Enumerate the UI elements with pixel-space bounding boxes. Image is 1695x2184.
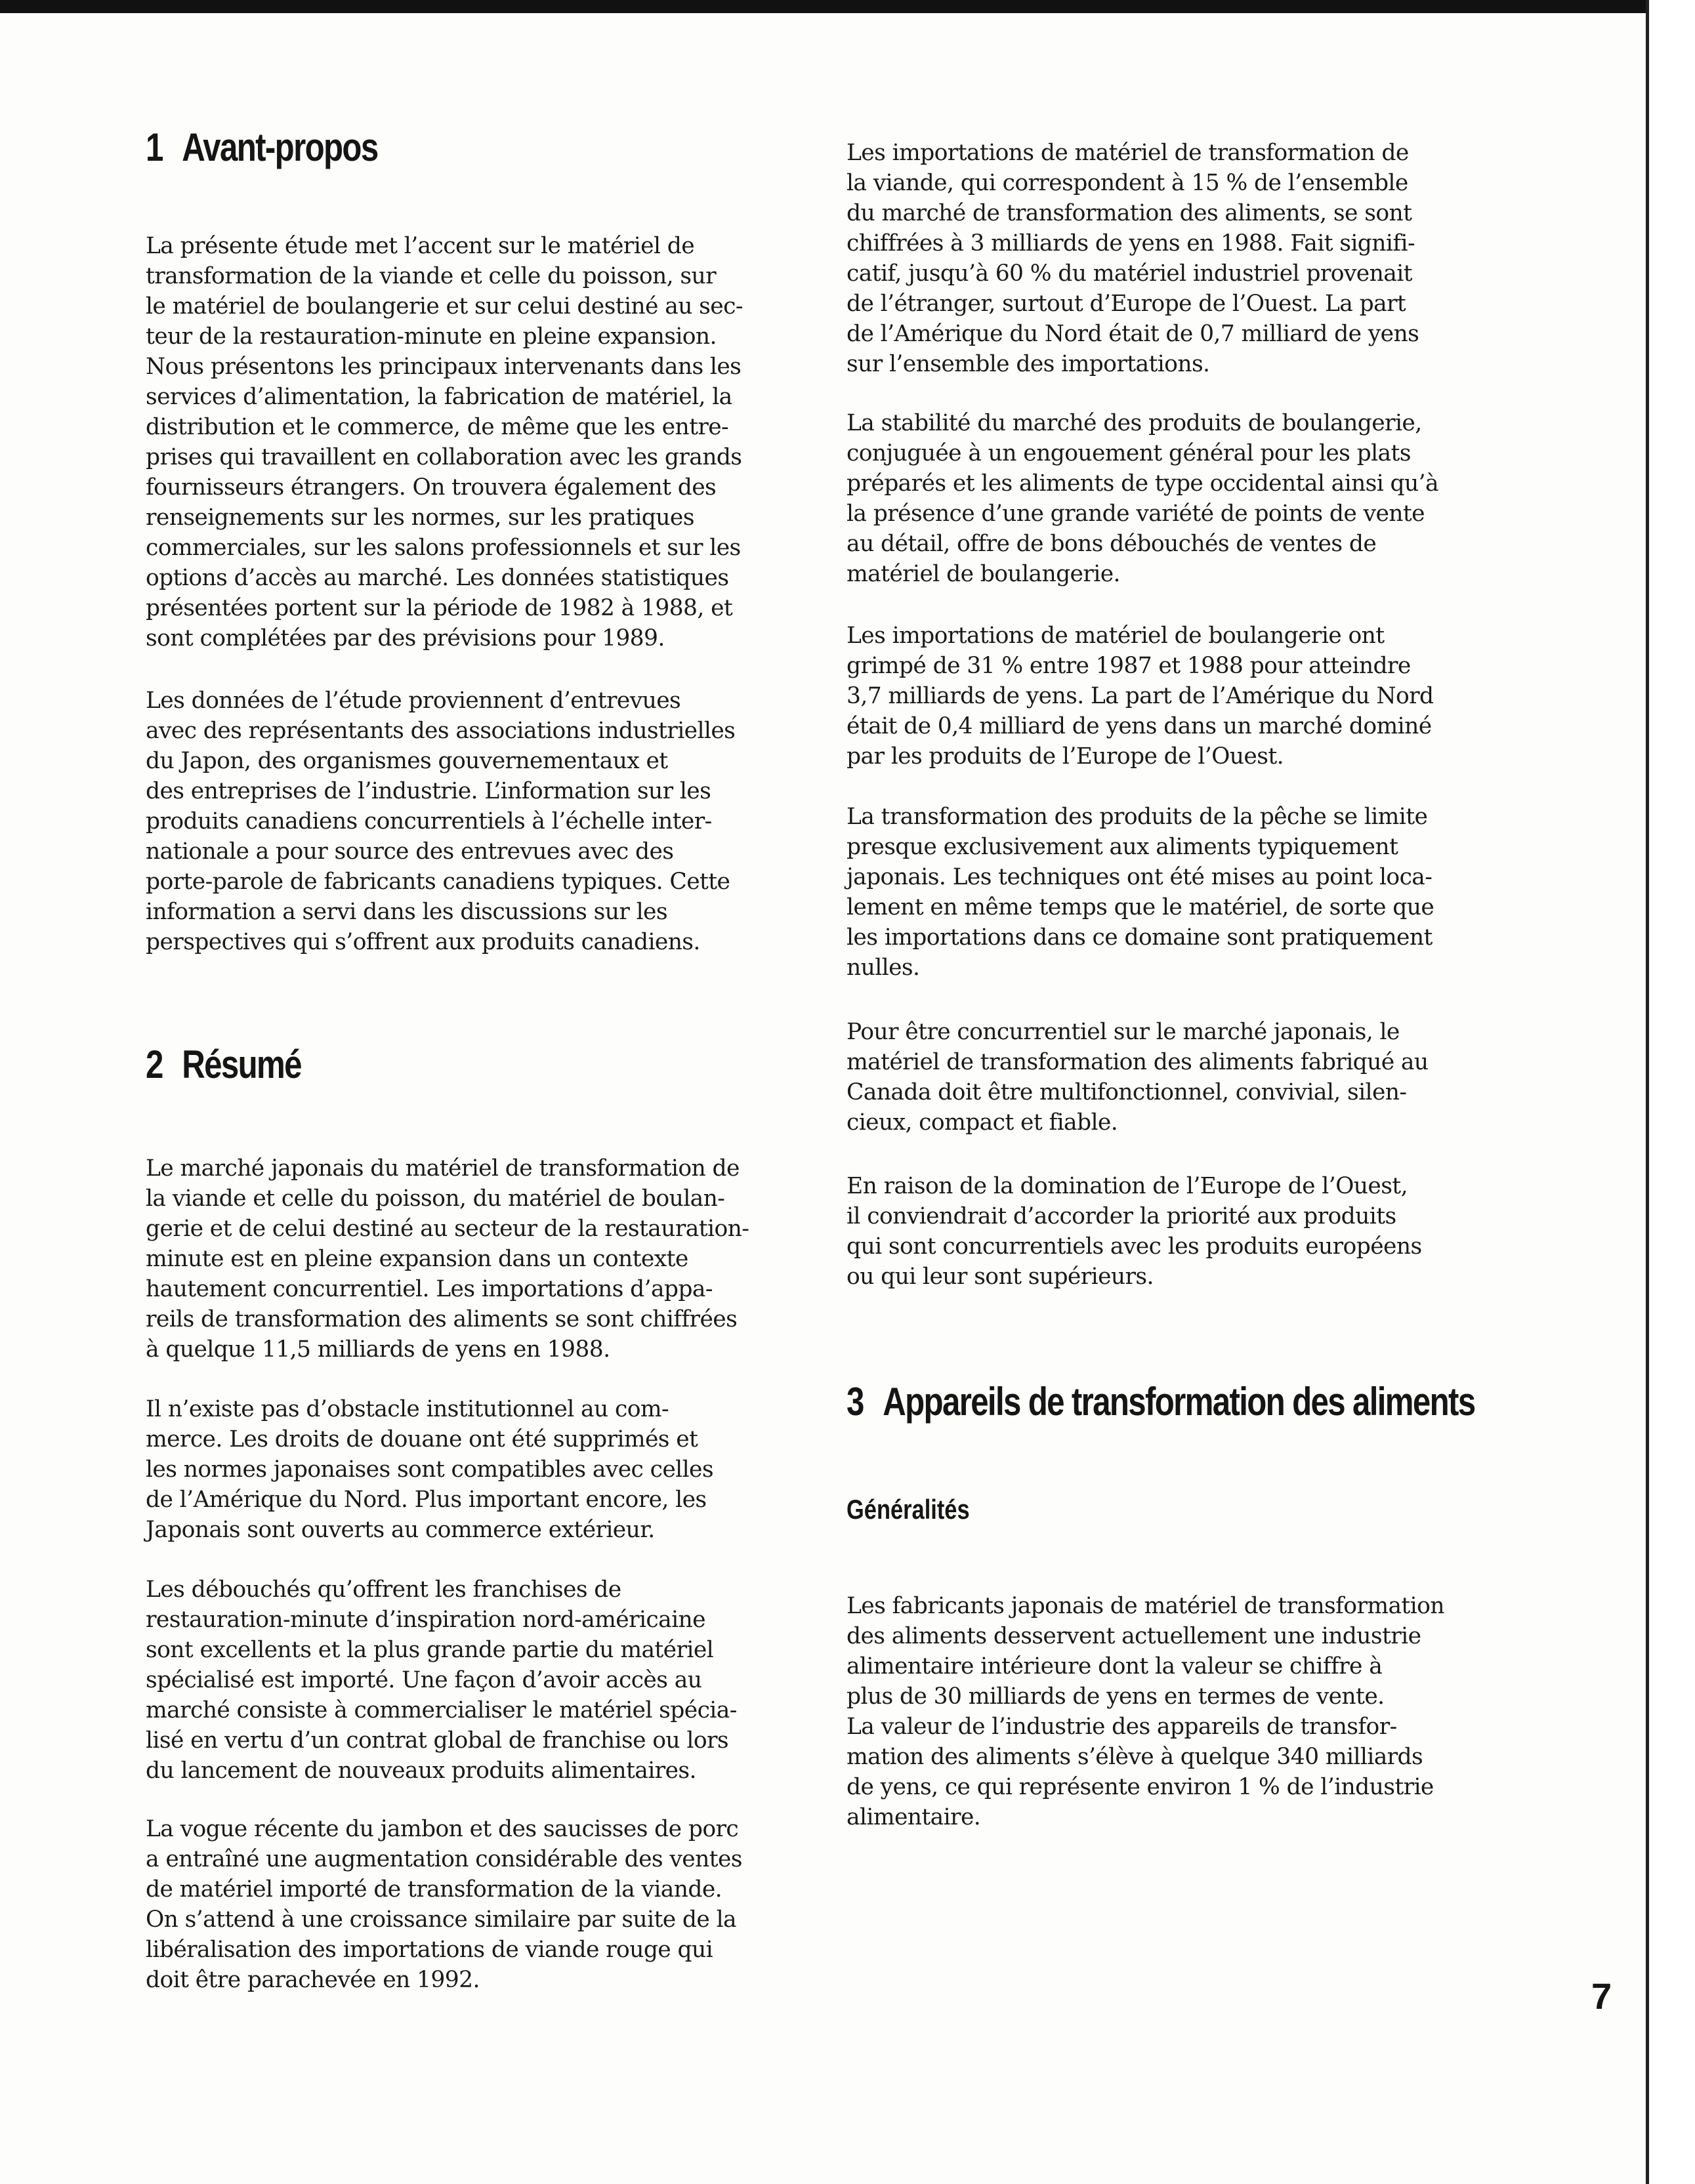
section-2-heading <box>146 1042 301 1087</box>
scan-right-edge <box>1646 0 1695 2184</box>
paragraph: La présente étude met l’accent sur le matériel de transformation de la viande et celle du poisson, sur le matériel de boulangerie et sur celui destiné au sec- teur de la restauration-minute en pleine expansion. Nous présentons les principaux intervenants dans les services d’alimentation, la fabrication de matériel, la distribution et le commerce, de même que les entre- prises qui travaillent en collaboration avec les grands fournisseurs étrangers. On trouvera également des renseignements sur les normes, sur les pratiques commerciales, sur les salons professionnels et sur les options d’accès au marché. Les données statistiques présentées portent sur la période de 1982 à 1988, et sont complétées par des prévisions pour 1989. <box>146 233 743 651</box>
paragraph: La vogue récente du jambon et des saucisses de porc a entraîné une augmentation considérable des ventes de matériel importé de transformation de la viande. On s’attend à une croissance similaire par suite de la libéralisation des importations de viande rouge qui doit être parachevée en 1992. <box>146 1816 742 1993</box>
paragraph: Il n’existe pas d’obstacle institutionnel au com- merce. Les droits de douane ont été supprimés et les normes japonaises sont compatibles avec celles de l’Amérique du Nord. Plus important encore, les Japonais sont ouverts au commerce extérieur. <box>146 1396 713 1543</box>
paragraph: Les données de l’étude proviennent d’entrevues avec des représentants des associations industrielles du Japon, des organismes gouvernementaux et des entreprises de l’industrie. L’information sur les produits canadiens concurrentiels à l’échelle inter- nationale a pour source des entrevues avec des porte-parole de fabricants canadiens typiques. Cette information a servi dans les discussions sur les perspectives qui s’offrent aux produits canadiens. <box>146 688 736 955</box>
section-1-heading <box>146 125 378 170</box>
scan-top-border <box>0 0 1695 13</box>
paragraph: La transformation des produits de la pêche se limite presque exclusivement aux aliments typiquement japonais. Les techniques ont été mises au point loca- lement en même temps que le matériel, de sorte que les importations dans ce domaine sont pratiquement nulles. <box>847 804 1434 981</box>
section-number: 3 <box>847 1380 864 1424</box>
paragraph: Les importations de matériel de boulangerie ont grimpé de 31 % entre 1987 et 1988 pour atteindre 3,7 milliards de yens. La part de l’Amérique du Nord était de 0,4 milliard de yens dans un marché dominé par les produits de l’Europe de l’Ouest. <box>847 623 1434 770</box>
paragraph: Les fabricants japonais de matériel de transformation des aliments desservent actuellement une industrie alimentaire intérieure dont la valeur se chiffre à plus de 30 milliards de yens en termes de vente. La valeur de l’industrie des appareils de transfor- mation des aliments s’élève à quelque 340 milliards de yens, ce qui représente environ 1 % de l’industrie alimentaire. <box>847 1593 1444 1830</box>
section-title: Appareils de transformation des aliments <box>883 1380 1475 1424</box>
paragraph: Pour être concurrentiel sur le marché japonais, le matériel de transformation des aliments fabriqué au Canada doit être multifonctionnel, convivial, silen- cieux, compact et fiable. <box>847 1019 1429 1136</box>
section-number: 1 <box>146 125 163 169</box>
paragraph: Les débouchés qu’offrent les franchises de restauration-minute d’inspiration nord-américaine sont excellents et la plus grande partie du matériel spécialisé est importé. Une façon d’avoir accès au marché consiste à commercialiser le matériel spécia- lisé en vertu d’un contrat global de franchise ou lors du lancement de nouveaux produits alimentaires. <box>146 1576 737 1784</box>
section-3-heading <box>847 1379 1475 1424</box>
page-number: 7 <box>1591 1975 1612 2017</box>
section-title: Avant-propos <box>182 125 378 169</box>
paragraph: Les importations de matériel de transformation de la viande, qui correspondent à 15 % de l’ensemble du marché de transformation des aliments, se sont chiffrées à 3 milliards de yens en 1988. Fait signifi- catif, jusqu’à 60 % du matériel industriel provenait de l’étranger, surtout d’Europe de l’Ouest. La part de l’Amérique du Nord était de 0,7 milliard de yens sur l’ensemble des importations. <box>847 140 1419 377</box>
paragraph: En raison de la domination de l’Europe de l’Ouest, il conviendrait d’accorder la priorité aux produits qui sont concurrentiels avec les produits européens ou qui leur sont supérieurs. <box>847 1173 1422 1290</box>
section-number: 2 <box>146 1042 163 1086</box>
section-title: Résumé <box>182 1042 301 1086</box>
paragraph: La stabilité du marché des produits de boulangerie, conjuguée à un engouement général pour les plats préparés et les aliments de type occidental ainsi qu’à la présence d’une grande variété de points de vente au détail, offre de bons débouchés de ventes de matériel de boulangerie. <box>847 410 1438 587</box>
paragraph: Le marché japonais du matériel de transformation de la viande et celle du poisson, du matériel de boulan- gerie et de celui destiné au secteur de la restauration- minute est en pleine expansion dans un contexte hautement concurrentiel. Les importations d’appa- reils de transformation des aliments se sont chiffrées à quelque 11,5 milliards de yens en 1988. <box>146 1155 749 1363</box>
subheading: Généralités <box>847 1494 970 1525</box>
